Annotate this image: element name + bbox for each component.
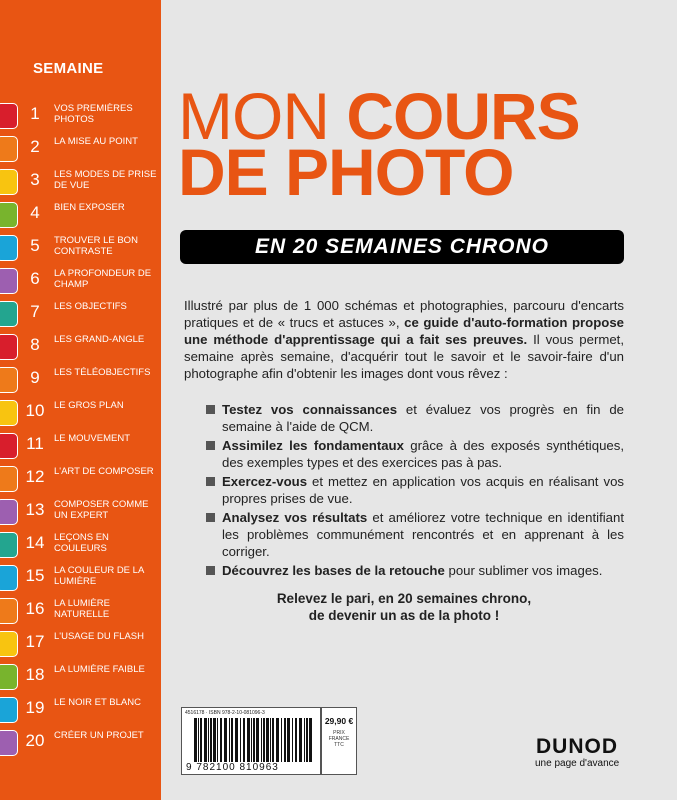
barcode-bar xyxy=(284,718,286,762)
barcode-bar xyxy=(263,718,265,762)
week-item xyxy=(0,695,161,723)
publisher-tagline: une page d'avance xyxy=(535,758,620,769)
week-number: 1 xyxy=(30,104,40,123)
intro-text-start: Illustré par plus de 1 000 schémas et photographies, parcouru d'encarts pratiques et de « trucs et astuces », xyxy=(184,298,624,330)
barcode-bar xyxy=(251,718,252,762)
barcode-digits: 9 782100 810963 xyxy=(186,762,279,773)
barcode-bar xyxy=(247,718,250,762)
week-color-tab xyxy=(0,499,18,525)
barcode-bar xyxy=(253,718,255,762)
week-color-tab xyxy=(0,664,18,690)
price-note-2: FRANCE xyxy=(328,736,350,742)
title-word-mon: MON xyxy=(178,79,329,153)
week-label: LES OBJECTIFS xyxy=(54,301,127,312)
week-number: 7 xyxy=(30,302,40,321)
week-number: 15 xyxy=(25,566,45,585)
week-label: L'ART DE COMPOSER xyxy=(54,466,154,477)
week-color-tab xyxy=(0,466,18,492)
week-item xyxy=(0,167,161,195)
week-label: LEÇONS EN COULEURS xyxy=(54,532,109,554)
barcode-bar xyxy=(231,718,233,762)
price-note-1: PRIX xyxy=(333,730,345,736)
week-number: 4 xyxy=(30,203,40,222)
benefit-item xyxy=(206,473,624,507)
week-item xyxy=(0,365,161,393)
barcode-bar xyxy=(287,718,290,762)
week-color-tab xyxy=(0,136,18,162)
price-label: 29,90 € xyxy=(324,716,354,726)
barcode-bar xyxy=(276,718,279,762)
barcode-bar xyxy=(243,718,245,762)
book-title xyxy=(178,79,580,209)
bullet-square-icon xyxy=(206,477,215,486)
closing-line-2: de devenir un as de la photo ! xyxy=(308,608,500,623)
benefit-bold: Découvrez les bases de la retouche xyxy=(222,563,445,578)
barcode-bar xyxy=(220,718,222,762)
week-label: LE MOUVEMENT xyxy=(54,433,131,444)
week-number: 3 xyxy=(30,170,40,189)
barcode-bar xyxy=(210,718,212,762)
barcode-bar xyxy=(217,718,218,762)
week-label: L'USAGE DU FLASH xyxy=(54,631,144,642)
week-number: 8 xyxy=(30,335,40,354)
week-number: 9 xyxy=(30,368,40,387)
week-label: VOS PREMIÈRES PHOTOS xyxy=(54,103,133,125)
week-color-tab xyxy=(0,532,18,558)
week-label: LA LUMIÈRE NATURELLE xyxy=(54,598,110,620)
barcode-bar xyxy=(240,718,241,762)
barcode-bar xyxy=(304,718,305,762)
week-item xyxy=(0,728,161,756)
barcode-bar xyxy=(295,718,297,762)
week-number: 20 xyxy=(25,731,45,750)
week-item xyxy=(0,464,161,492)
week-number: 12 xyxy=(25,467,45,486)
barcode-bar xyxy=(235,718,238,762)
title-line-2: DE PHOTO xyxy=(178,135,514,209)
week-item xyxy=(0,629,161,657)
barcode-bar xyxy=(194,718,197,762)
week-number: 11 xyxy=(26,434,44,453)
week-color-tab xyxy=(0,202,18,228)
benefit-item xyxy=(206,401,624,435)
week-item xyxy=(0,101,161,129)
week-label: LE NOIR ET BLANC xyxy=(54,697,141,708)
price-note xyxy=(322,730,356,748)
benefit-item xyxy=(206,437,624,471)
week-item xyxy=(0,530,161,558)
week-item xyxy=(0,563,161,591)
closing-tagline xyxy=(184,590,624,624)
week-label: LE GROS PLAN xyxy=(54,400,124,411)
benefits-list xyxy=(206,401,624,581)
benefit-text: pour sublimer vos images. xyxy=(444,563,603,578)
week-label: LA COULEUR DE LA LUMIÈRE xyxy=(54,565,144,587)
week-color-tab xyxy=(0,103,18,129)
week-label: TROUVER LE BON CONTRASTE xyxy=(54,235,138,257)
week-color-tab xyxy=(0,400,18,426)
barcode-bar xyxy=(281,718,282,762)
week-label: CRÉER UN PROJET xyxy=(54,730,144,741)
barcode-bar xyxy=(224,718,227,762)
week-number: 6 xyxy=(30,269,40,288)
price-box xyxy=(321,707,357,775)
bullet-square-icon xyxy=(206,566,215,575)
week-label: BIEN EXPOSER xyxy=(54,202,125,213)
bullet-square-icon xyxy=(206,513,215,522)
week-item xyxy=(0,200,161,228)
intro-text-end: Il vous permet, semaine après semaine, d'acquérir tout le savoir et le savoir-faire d'un photographe afin d'obtenir les images dont vous rêvez : xyxy=(184,332,624,381)
sidebar-title: SEMAINE xyxy=(33,60,104,77)
benefit-text: et mettez en application vos acquis en réalisant vos propres prises de vue. xyxy=(222,474,624,506)
week-number: 5 xyxy=(30,236,40,255)
closing-line-1: Relevez le pari, en 20 semaines chrono, xyxy=(276,591,532,606)
week-number: 17 xyxy=(25,632,45,651)
week-number: 14 xyxy=(25,533,45,552)
benefit-bold: Analysez vos résultats xyxy=(222,510,368,525)
week-color-tab xyxy=(0,334,18,360)
intro-text-bold: ce guide d'auto-formation propose une méthode d'apprentissage qui a fait ses preuves. xyxy=(184,315,624,347)
week-color-tab xyxy=(0,268,18,294)
week-item xyxy=(0,134,161,162)
isbn-text: 4516178 · ISBN 978-2-10-081096-3 xyxy=(185,710,265,716)
benefit-bold: Exercez-vous xyxy=(222,474,308,489)
barcode-bar xyxy=(256,718,259,762)
week-label: LES MODES DE PRISE DE VUE xyxy=(54,169,157,191)
week-color-tab xyxy=(0,598,18,624)
week-number: 18 xyxy=(25,665,45,684)
publisher-logo: DUNOD xyxy=(536,735,618,758)
barcode-bar xyxy=(229,718,230,762)
barcode-bar xyxy=(198,718,199,762)
week-color-tab xyxy=(0,301,18,327)
week-number: 16 xyxy=(25,599,45,618)
week-label: LES GRAND-ANGLE xyxy=(54,334,145,345)
bullet-square-icon xyxy=(206,441,215,450)
barcode-bar xyxy=(309,718,312,762)
week-item xyxy=(0,398,161,426)
intro-paragraph xyxy=(184,297,624,382)
week-item xyxy=(0,596,161,624)
barcode-bar xyxy=(204,718,207,762)
week-label: LA LUMIÈRE FAIBLE xyxy=(54,664,145,675)
week-sidebar xyxy=(0,0,161,800)
subtitle-banner: EN 20 SEMAINES CHRONO xyxy=(180,230,624,264)
week-item xyxy=(0,299,161,327)
week-color-tab xyxy=(0,565,18,591)
week-number: 13 xyxy=(25,500,45,519)
barcode-bar xyxy=(306,718,308,762)
week-number: 10 xyxy=(25,401,45,420)
benefit-bold: Assimilez les fondamentaux xyxy=(222,438,404,453)
week-color-tab xyxy=(0,169,18,195)
week-label: LES TÉLÉOBJECTIFS xyxy=(54,367,151,378)
week-item xyxy=(0,233,161,261)
week-label: LA PROFONDEUR DE CHAMP xyxy=(54,268,152,290)
week-color-tab xyxy=(0,730,18,756)
benefit-text: et améliorez votre technique en identifiant les problèmes communément rencontrés et en apprenant à les corriger. xyxy=(222,510,624,559)
bullet-square-icon xyxy=(206,405,215,414)
week-color-tab xyxy=(0,433,18,459)
benefit-item xyxy=(206,562,624,579)
week-number: 19 xyxy=(25,698,45,717)
barcode-bar xyxy=(261,718,262,762)
price-note-3: TTC xyxy=(334,742,344,748)
benefit-text: et évaluez vos progrès en fin de semaine à l'aide de QCM. xyxy=(222,402,624,434)
benefit-bold: Testez vos connaissances xyxy=(222,402,398,417)
week-color-tab xyxy=(0,367,18,393)
week-color-tab xyxy=(0,631,18,657)
benefit-text: grâce à des exposés synthétiques, des exemples types et des exercices pas à pas. xyxy=(222,438,624,470)
barcode-bar xyxy=(299,718,302,762)
week-number: 2 xyxy=(30,137,40,156)
barcode-bar xyxy=(266,718,269,762)
week-color-tab xyxy=(0,235,18,261)
week-color-tab xyxy=(0,697,18,723)
week-item xyxy=(0,266,161,294)
barcode-bar xyxy=(200,718,202,762)
barcode-bar xyxy=(208,718,209,762)
barcode-bar xyxy=(292,718,293,762)
week-item xyxy=(0,662,161,690)
title-word-cours: COURS xyxy=(346,79,580,153)
barcode-bar xyxy=(213,718,216,762)
week-item xyxy=(0,332,161,360)
barcode-bars xyxy=(194,718,312,762)
isbn-barcode xyxy=(181,707,321,775)
week-item xyxy=(0,497,161,525)
barcode-bar xyxy=(272,718,274,762)
benefit-item xyxy=(206,509,624,560)
barcode-bar xyxy=(270,718,271,762)
week-label: LA MISE AU POINT xyxy=(54,136,138,147)
week-item xyxy=(0,431,161,459)
week-label: COMPOSER COMME UN EXPERT xyxy=(54,499,149,521)
